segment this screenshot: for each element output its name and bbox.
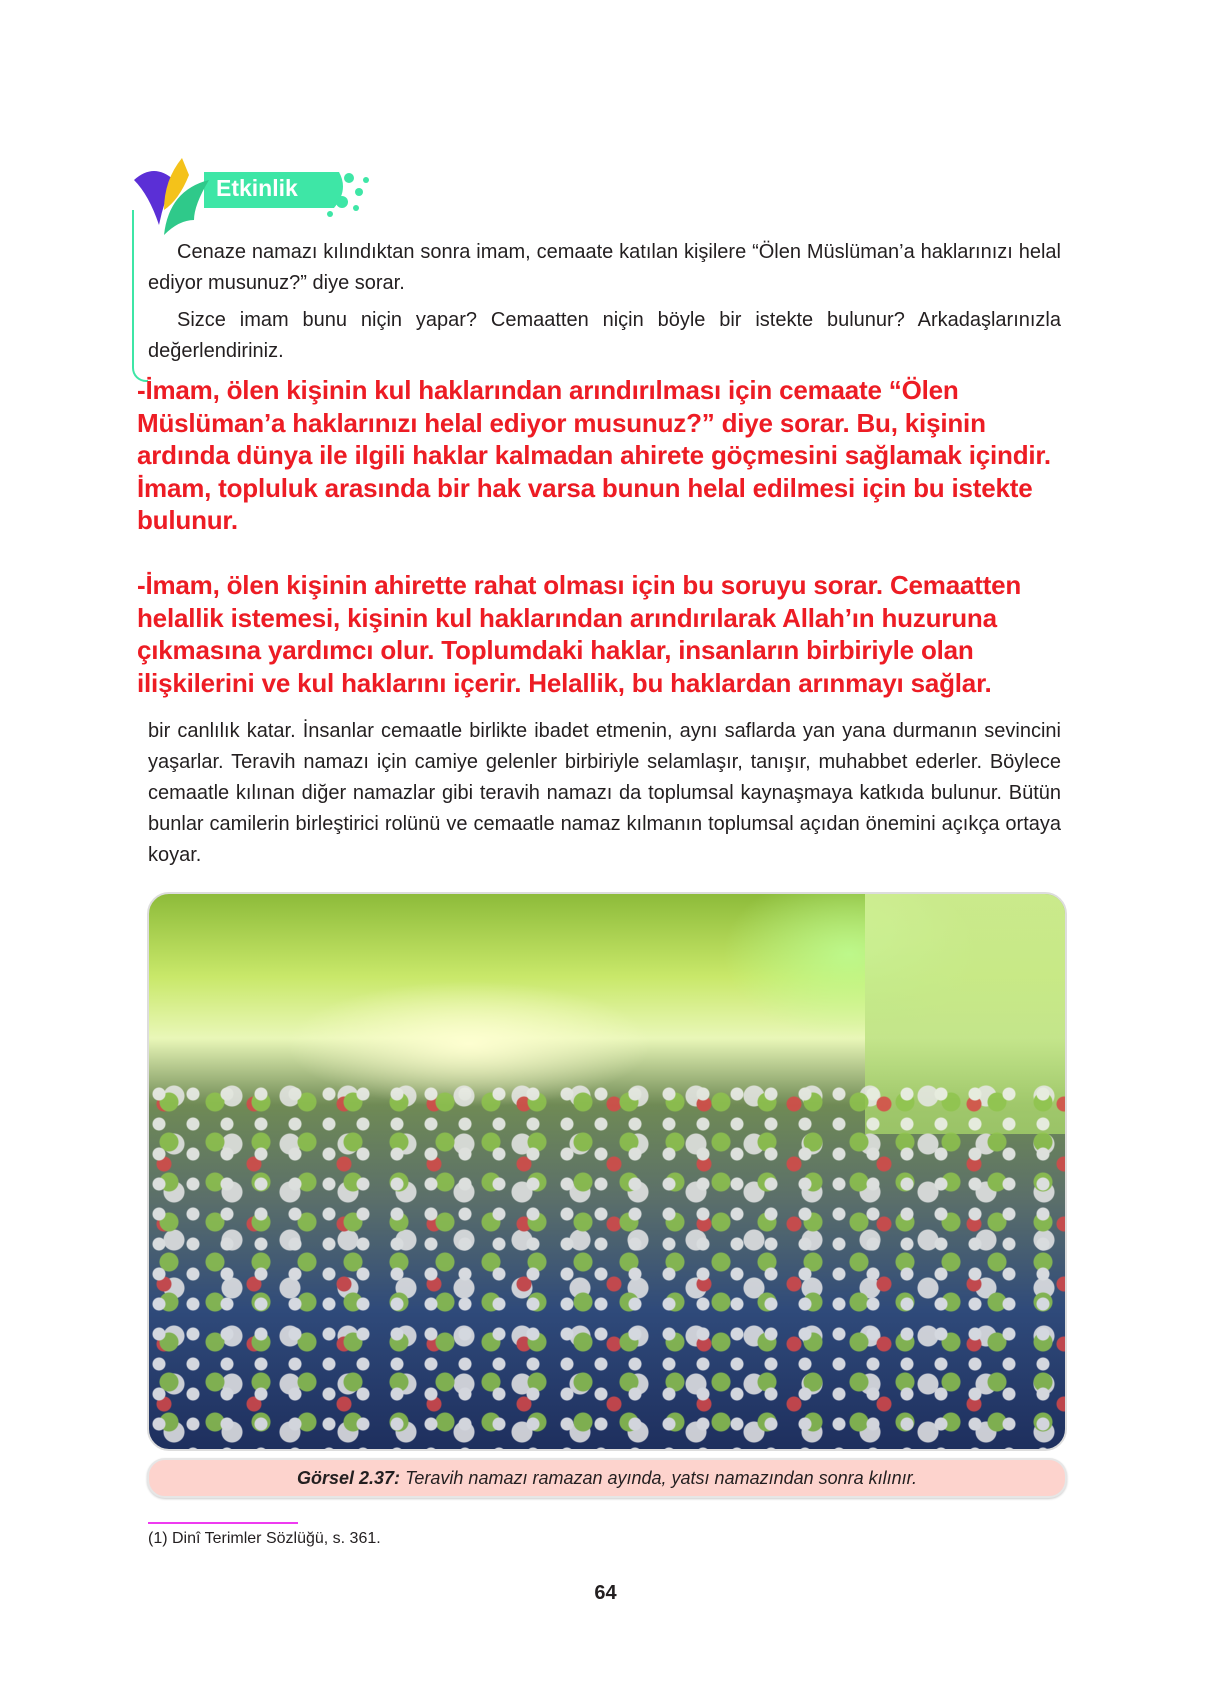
footnote: (1) Dinî Terimler Sözlüğü, s. 361. <box>148 1530 381 1547</box>
answer-1: -İmam, ölen kişinin kul haklarından arındırılması için cemaate “Ölen Müslüman’a haklarınızı helal ediyor musunuz?” diye sorar. Bu, kişinin ardında dünya ile ilgili haklar kalmadan ahirete göçmesini sağlamak içindir. İmam, topluluk arasında bir hak varsa bunun helal edilmesi için bu istekte bulunur. <box>137 375 1051 535</box>
figure-caption-text: Teravih namazı ramazan ayında, yatsı namazından sonra kılınır. <box>405 1468 917 1488</box>
congregation <box>149 1084 1065 1449</box>
activity-question: Sizce imam bunu niçin yapar? Cemaatten niçin böyle bir istekte bulunur? Arkadaşlarınızla değerlendiriniz. <box>148 309 1061 362</box>
body-text: bir canlılık katar. İnsanlar cemaatle birlikte ibadet etmenin, aynı saflarda yan yana durmanın sevincini yaşarlar. Teravih namazı için camiye gelenler birbiriyle selamlaşır, tanışır, muhabbet ederler. Böylece cemaatle kılınan diğer namazlar gibi teravih namazı da toplumsal kaynaşmaya katkıda bulunur. Bütün bunlar camilerin birleştirici rolünü ve cemaatle namaz kılmanın toplumsal açıdan önemini açıkça ortaya koyar. <box>148 720 1061 866</box>
activity-paragraph: Cenaze namazı kılındıktan sonra imam, cemaate katılan kişilere “Ölen Müslüman’a haklarınızı helal ediyor musunuz?” diye sorar. <box>148 241 1061 294</box>
figure-label: Görsel 2.37: <box>296 1468 401 1488</box>
answer-2: -İmam, ölen kişinin ahirette rahat olması için bu soruyu sorar. Cemaatten helallik istemesi, kişinin kul haklarından arındırılarak Allah’ın huzuruna çıkmasına yardımcı olur. Toplumdaki haklar, insanların birbiriyle olan ilişkilerini ve kul haklarını içerir. Helallik, bu haklardan arınmayı sağlar. <box>137 570 1022 698</box>
mosque-prayer-photo <box>147 892 1067 1451</box>
page-number: 64 <box>594 1582 617 1604</box>
footnote-rule <box>148 1522 298 1524</box>
activity-badge-label: Etkinlik <box>216 175 298 201</box>
figure-caption <box>147 1458 1067 1498</box>
activity-badge <box>134 150 374 240</box>
activity-text <box>148 237 1061 367</box>
